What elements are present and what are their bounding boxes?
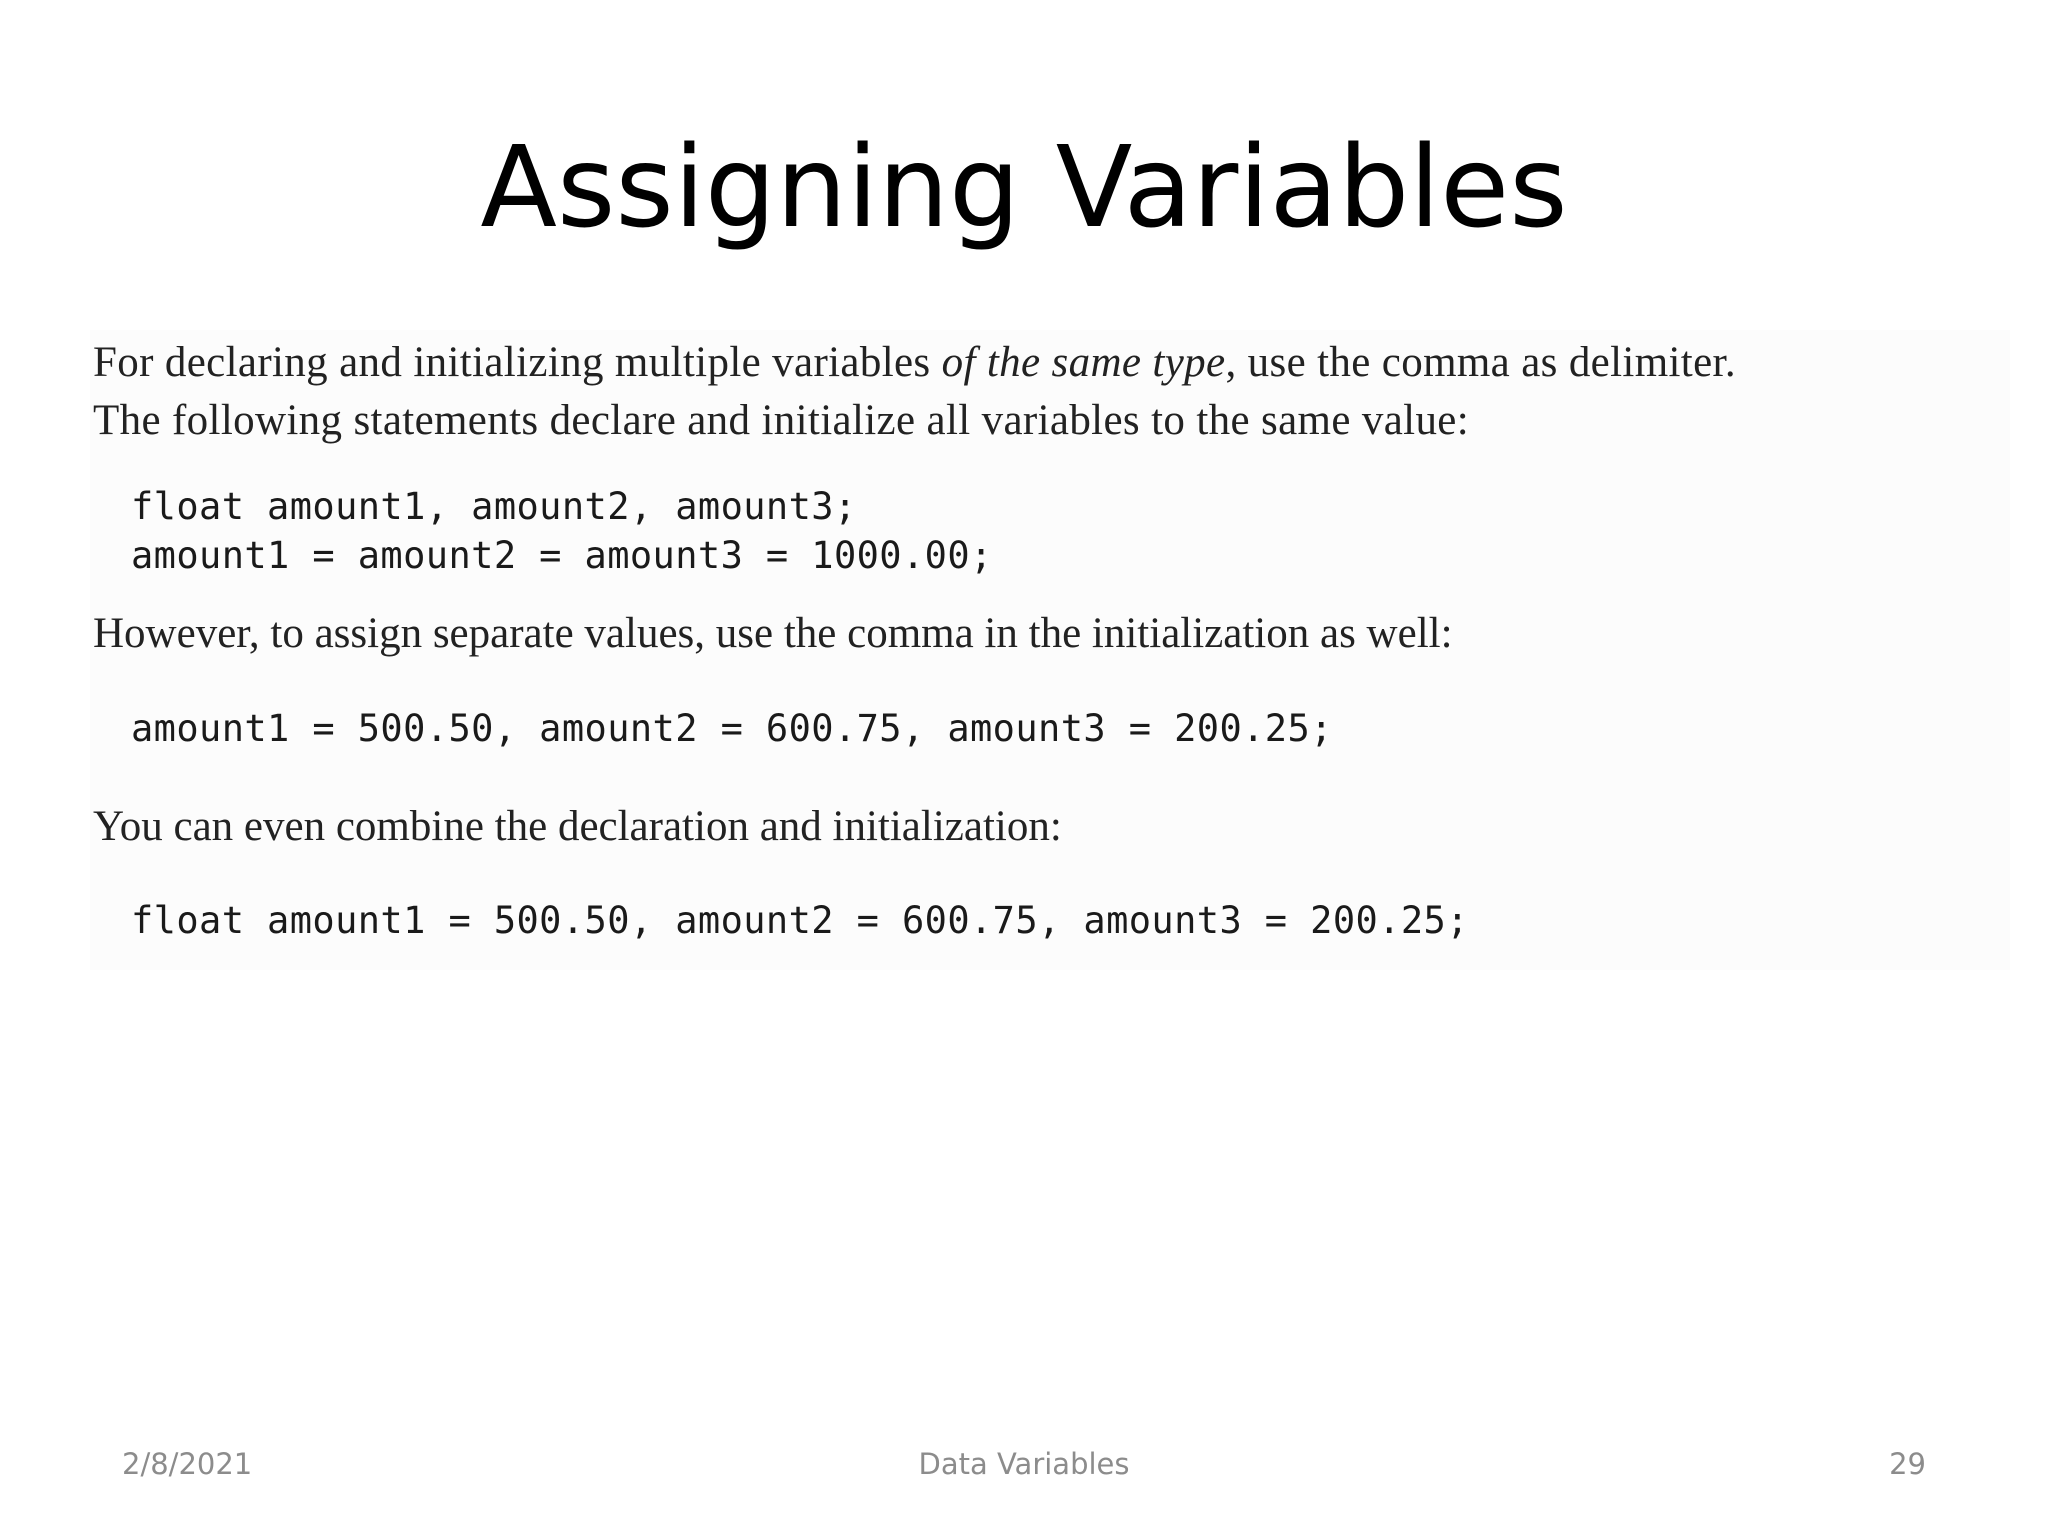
footer-title: Data Variables (918, 1447, 1130, 1481)
footer-page-number: 29 (1889, 1447, 1926, 1481)
content-image (90, 330, 2010, 970)
code-line-chained-assignment: amount1 = amount2 = amount3 = 1000.00; (131, 534, 993, 577)
paragraph-1-line-1-end: , use the comma as delimiter. (1225, 339, 1736, 386)
slide-title: Assigning Variables (480, 123, 1568, 253)
paragraph-separate-values: However, to assign separate values, use the comma in the initialization as well: (93, 610, 1453, 657)
paragraph-multiple-declaration (93, 334, 1736, 450)
code-line-declaration: float amount1, amount2, amount3; (131, 485, 857, 528)
paragraph-1-line-1-start: For declaring and initializing multiple variables (93, 339, 942, 386)
paragraph-1-line-2: The following statements declare and initialize all variables to the same value: (93, 397, 1470, 444)
code-line-separate-assignment: amount1 = 500.50, amount2 = 600.75, amount3 = 200.25; (131, 707, 1333, 750)
paragraph-combine: You can even combine the declaration and initialization: (93, 803, 1062, 850)
footer-date: 2/8/2021 (122, 1447, 253, 1481)
code-line-combined-declaration: float amount1 = 500.50, amount2 = 600.75, amount3 = 200.25; (131, 899, 1469, 942)
paragraph-1-emphasis: of the same type (941, 339, 1226, 386)
